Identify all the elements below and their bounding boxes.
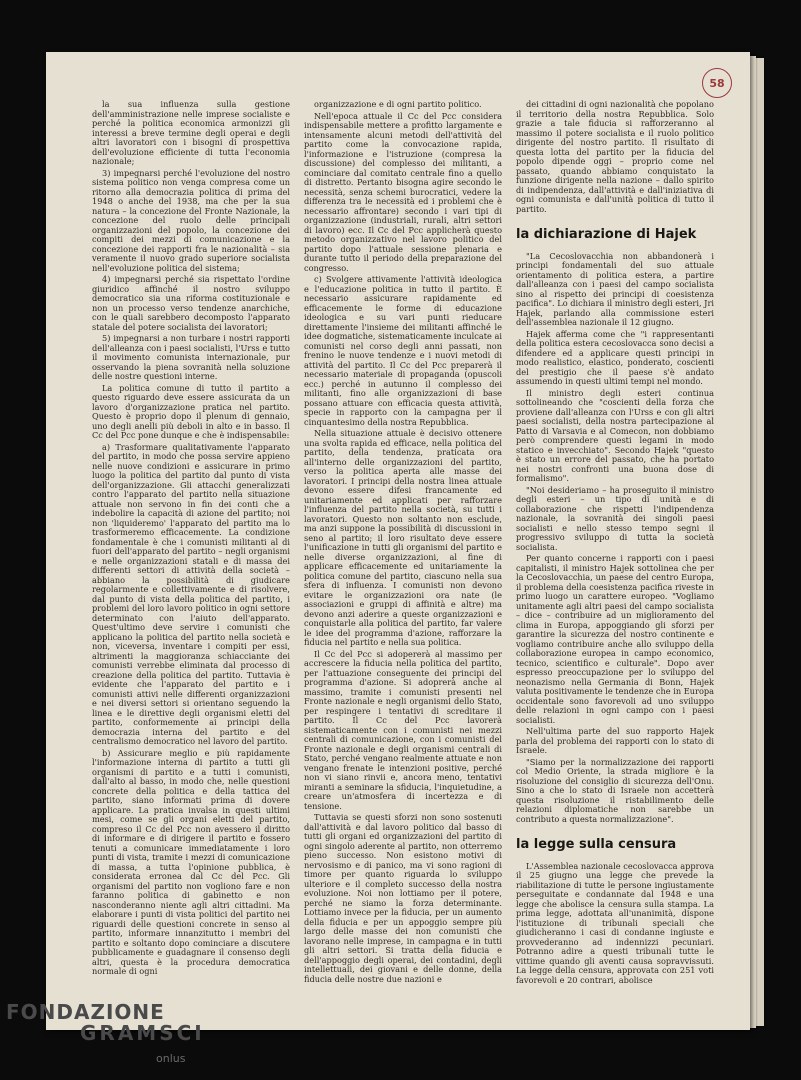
paragraph: Tuttavia se questi sforzi non sono sostenuti dall'attività e dal lavoro politico dal basso di tutti gli organi ed organizzazioni del partito di ogni singolo aderente al partito, non otterremo pieno successo. Non esistono motivi di nervosismo e di panico, ma vi sono ragioni di timore per quanto riguarda lo sviluppo ulteriore e il completo successo della nostra evoluzione. Noi non lottiamo per il potere, perché ne siamo la forza determinante. Lottiamo invece per la fiducia, per un aumento della fiducia e per un appoggio sempre più largo delle masse dei non comunisti che lavorano nelle imprese, in campagna e in tutti gli altri settori. Si tratta della fiducia e dell'appoggio degli operai, dei contadini, degli intellettuali, dei giovani e delle donne, della fiducia delle nostre due nazioni e — [304, 812, 502, 984]
page-number-stamp: 58 — [702, 68, 732, 98]
paragraph: a) Trasformare qualitativamente l'apparato del partito, in modo che possa servire appieno nelle nuove condizioni e assicurare in primo luogo la politica del partito dal punto di vista dell'organizzazione. Gli attacchi generalizzati contro l'apparato del partito nella situazione attuale non servono in fin dei conti che a indebolire la capacità di azione del partito; noi non 'liquideremo' l'apparato del partito ma lo trasformeremo efficacemente. La condizione fondamentale è che i comunisti militanti al di fuori dell'apparato del partito – negli organismi e nelle organizzazioni statali e di massa dei differenti settori di attività della società – abbiano la possibilità di giudicare regolarmente e collettivamente e di risolvere, dal punto di vista della politica del partito, i problemi del loro lavoro politico in ogni settore determinato con l'aiuto dell'apparato. Quest'ultimo deve servire i comunisti che applicano la politica del partito nella società e non, viceversa, inventare i compiti per essi, altrimenti la maggioranza schiacciante dei comunisti verrebbe eliminata dal processo di creazione della politica del partito. Tuttavia è evidente che l'apparato del partito e i comunisti attivi nelle differenti organizzazioni e nei diversi settori si orientano seguendo la linea e le direttive degli organismi eletti del partito, conformemente ai principi della democrazia interna del partito e del centralismo democratico nel lavoro del partito. — [92, 441, 290, 746]
paragraph: Nell'epoca attuale il Cc del Pcc considera indispensabile mettere a profitto largamente e intensamente alcuni metodi dell'attività del partito come la convocazione rapida, l'informazione e l'istruzione (compresa la discussione) del complesso dei militanti, a cominciare dal comitato centrale fino a quello di distretto. Pertanto bisogna agire secondo le necessità, senza schemi burocratici, vedere la differenza tra le necessità ed i problemi che è necessario affrontare) secondo i vari tipi di organizzazione (industriali, rurali, altri settori di lavoro) ecc. Il Cc del Pcc applicherà questo metodo organizzativo nel lavoro politico del partito dopo l'attuale sessione plenaria e durante tutto il periodo della preparazione del congresso. — [304, 110, 502, 273]
column-1 — [92, 100, 290, 1000]
paragraph: Nell'ultima parte del suo rapporto Hajek parla del problema dei rapporti con lo stato di Israele. — [516, 726, 714, 755]
paragraph: Per quanto concerne i rapporti con i paesi capitalisti, il ministro Hajek sottolinea che per la Cecoslovacchia, un paese del centro Europa, il problema della coesistenza pacifica riveste in primo luogo un carattere europeo. "Vogliamo unitamente agli altri paesi del campo socialista – dice – contribuire ad un miglioramento del clima in Europa, appoggiando gli sforzi per garantire la sicurezza del nostro continente e vogliamo contribuire anche allo sviluppo della collaborazione europea in campo economico, tecnico, scientifico e culturale". Dopo aver espresso preoccupazione per lo sviluppo del neonazismo nella Germania di Bonn, Hajek valuta positivamente le tendenze che in Europa occidentale sono favorevoli ad uno sviluppo delle relazioni in ogni campo con i paesi socialisti. — [516, 553, 714, 725]
column-2 — [304, 100, 502, 1000]
watermark-line-1: FONDAZIONE — [6, 1000, 165, 1024]
paragraph: 3) impegnarsi perché l'evoluzione del nostro sistema politico non venga compresa come un ritorno alla democrazia politica di prima del 1948 o anche del 1938, ma che per la sua natura – la concezione del Fronte Nazionale, la concezione del ruolo delle principali organizzazioni del popolo, la concezione dei compiti dei mezzi di comunicazione e la concezione dei rapporti fra le nazionalità – sia veramente il nuovo grado superiore socialista nell'evoluzione politica del sistema; — [92, 167, 290, 273]
paragraph: organizzazione e di ogni partito politico. — [314, 100, 482, 109]
watermark-line-3: onlus — [156, 1052, 186, 1065]
paragraph: b) Assicurare meglio e più rapidamente l'informazione interna di partito a tutti gli organismi di partito e a tutti i comunisti, dall'alto al basso, in modo che, nelle questioni concrete della politica e della tattica del partito, siano informati prima di dovere applicare. La pratica invalsa in questi ultimi mesi, come se gli organi eletti del partito, compreso il Cc del Pcc non avessero il diritto di informare e di dirigere il partito e fossero tenuti a comunicare immediatamente i loro punti di vista, tramite i mezzi di comunicazione di massa, a tutta l'opinione pubblica, è considerata erronea dal Cc del Pcc. Gli organismi del partito non vogliono fare e non faranno politica di gabinetto e non nasconderanno niente agli altri cittadini. Ma elaborare i punti di vista politici del partito nei riguardi delle questioni concrete in senso al partito, informare innanzitutto i membri del partito e soltanto dopo cominciare a discutere pubblicamente e guadagnare il consenso degli altri, questa è la procedura democratica normale di ogni — [92, 747, 290, 976]
paragraph: 5) impegnarsi a non turbare i nostri rapporti dell'alleanza con i paesi socialisti, l'Urss e tutto il movimento comunista internazionale, pur osservando la piena sovranità nella soluzione delle nostre questioni interne. — [92, 333, 290, 381]
paragraph: Nella situazione attuale è decisivo ottenere una svolta rapida ed efficace, nella politica del partito, della tendenza, praticata ora all'interno delle organizzazioni del partito, verso la politica aperta alle masse dei lavoratori. I principi della nostra linea attuale devono essere difesi francamente ed unitariamente ed applicati per rafforzare l'influenza del partito nella società, su tutti i lavoratori. Questo non soltanto non esclude, ma anzi suppone la possibilità di discussioni in seno al partito; il loro risultato deve essere l'unificazione in tutti gli organismi del partito e nelle diverse organizzazioni, al fine di applicare efficacemente ed unitariamente la politica comune del partito, ciascuno nella sua sfera di influenza. I comunisti non devono evitare le organizzazioni ora nate (le associazioni e gruppi di affinità e altre) ma devono anzi aderire a queste organizzazioni e conquistarle alla politica del partito, far valere le idee del programma d'azione, rafforzare la fiducia nel partito e nella sua politica. — [304, 428, 502, 647]
watermark-line-2: GRAMSCI — [80, 1021, 205, 1045]
paragraph: Il ministro degli esteri continua sottolineando che "coscienti della forza che proviene dall'alleanza con l'Urss e con gli altri paesi socialisti, della nostra partecipazione al Patto di Varsavia e al Comecon, non dobbiamo però comprendere questi legami in modo statico e invecchiato". Secondo Hajek "questo è stato un errore del passato, che ha portato nei nostri confronti una buona dose di formalismo". — [516, 387, 714, 483]
paragraph: dei cittadini di ogni nazionalità che popolano il territorio della nostra Repubblica. Solo grazie a tale fiducia si rafforzeranno al massimo il potere socialista e il ruolo politico dirigente del nostro partito. Il risultato di questa lotta del partito per la fiducia del popolo dipende oggi – proprio come nel passato, quando abbiamo conquistato la funzione dirigente nella nazione – dallo spirito di indipendenza, dall'attività e dall'iniziativa di ogni comunista e dall'unità politica di tutto il partito. — [516, 100, 714, 214]
document-page — [46, 52, 750, 1030]
fondazione-gramsci-watermark — [6, 1000, 206, 1065]
paragraph: 4) impegnarsi perché sia rispettato l'ordine giuridico affinché il nostro sviluppo democratico sia una riforma costituzionale e non un processo verso tendenze anarchiche, con le quali sarebbero decomposto l'apparato statale del potere socialista dei lavoratori; — [92, 274, 290, 332]
paragraph: "Noi desideriamo – ha proseguito il ministro degli esteri – un tipo di unità e di collaborazione che rispetti l'indipendenza nazionale, la sovranità dei singoli paesi socialisti e nello stesso tempo segni il progressivo sviluppo di tutta la società socialista. — [516, 484, 714, 552]
section-heading-censura: la legge sulla censura — [516, 837, 677, 852]
paragraph: la sua influenza sulla gestione dell'amministrazione nelle imprese socialiste e perché la politica economica armonizzi gli interessi a breve termine degli operai e degli altri lavoratori con i bisogni di prospettiva dell'evoluzione efficiente di tutta l'economia nazionale; — [92, 100, 290, 166]
paragraph: "La Cecoslovacchia non abbandonerà i principi fondamentali del suo attuale orientamento di politica estera, a partire dall'alleanza con i paesi del campo socialista sino al rispetto dei principi di coesistenza pacifica". Lo dichiara il ministro degli esteri, Jri Hajek, parlando alla commissione esteri dell'assemblea nazionale il 12 giugno. — [516, 250, 714, 327]
paragraph: Hajek afferma come che "i rappresentanti della politica estera cecoslovacca sono decisi a difendere ed a applicare questi principi in modo realistico, elastico, ponderato, coscienti del prestigio che il paese s'è andato assumendo in questi ultimi tempi nel mondo. — [516, 328, 714, 386]
section-heading-hajek: la dichiarazione di Hajek — [516, 227, 697, 242]
column-3 — [516, 100, 714, 1000]
paragraph: L'Assemblea nazionale cecoslovacca approva il 25 giugno una legge che prevede la riabilitazione di tutte le persone ingiustamente perseguitate e condannate dal 1948 e una legge che abolisce la censura sulla stampa. La prima legge, adottata all'unanimità, dispone l'istituzione di tribunali speciali che giudicheranno i casi di condanne ingiuste e provvederanno ad indennizzi pecuniari. Potranno adire a questi tribunali tutte le vittime quando gli aventi causa sopravvissuti. La legge della censura, approvata con 251 voti favorevoli e 20 contrari, abolisce — [516, 860, 714, 985]
paragraph: "Siamo per la normalizzazione dei rapporti col Medio Oriente, la strada migliore è la risoluzione del consiglio di sicurezza dell'Onu. Sino a che lo stato di Israele non accetterà questa risoluzione il ristabilimento delle relazioni diplomatiche non sarebbe un contributo a questa normalizzazione". — [516, 756, 714, 824]
paragraph: La politica comune di tutto il partito a questo riguardo deve essere assicurata da un lavoro d'organizzazione pratica nel partito. Questo è proprio dopo il plenum di gennaio, uno degli anelli più deboli in alto e in basso. Il Cc del Pcc pone dunque e che è indispensabile: — [92, 382, 290, 440]
paragraph: c) Svolgere attivamente l'attività ideologica e l'educazione politica in tutto il partito. È necessario assicurare rapidamente ed efficacemente le forme di educazione ideologica e su vari punti rieducare direttamente l'insieme dei militanti affinché le idee dogmatiche, sistematicamente inculcate ai comunisti nel corso degli anni passati, non frenino le nuove tendenze e i nuovi metodi di attività del partito. Il Cc del Pcc preparerà il necessario materiale di propaganda (opuscoli ecc.) perché in autunno il complesso dei militanti, fino alle organizzazioni di base possano attuare con efficacia questa attività, specie in rapporto con la campagna per il cinquantesimo della nostra Repubblica. — [304, 274, 502, 427]
paragraph: Il Cc del Pcc si adopererà al massimo per accrescere la fiducia nella politica del partito, per l'attuazione conseguente dei principi del programma d'azione. Si adoprerà anche al massimo, tramite i comunisti presenti nel Fronte nazionale e negli organismi dello Stato, per respingere i tentativi di screditare il partito. Il Cc del Pcc lavorerà sistematicamente con i comunisti nei mezzi centrali di comunicazione, con i comunisti del Fronte nazionale e degli organismi centrali di Stato, perché vengano realmente attuate e non vengano frenate le intenzioni positive, perché non vi siano rinvii e, ancora meno, tentativi miranti a seminare la sfiducia, l'inquietudine, a creare un'atmosfera di incertezza e di tensione. — [304, 648, 502, 811]
